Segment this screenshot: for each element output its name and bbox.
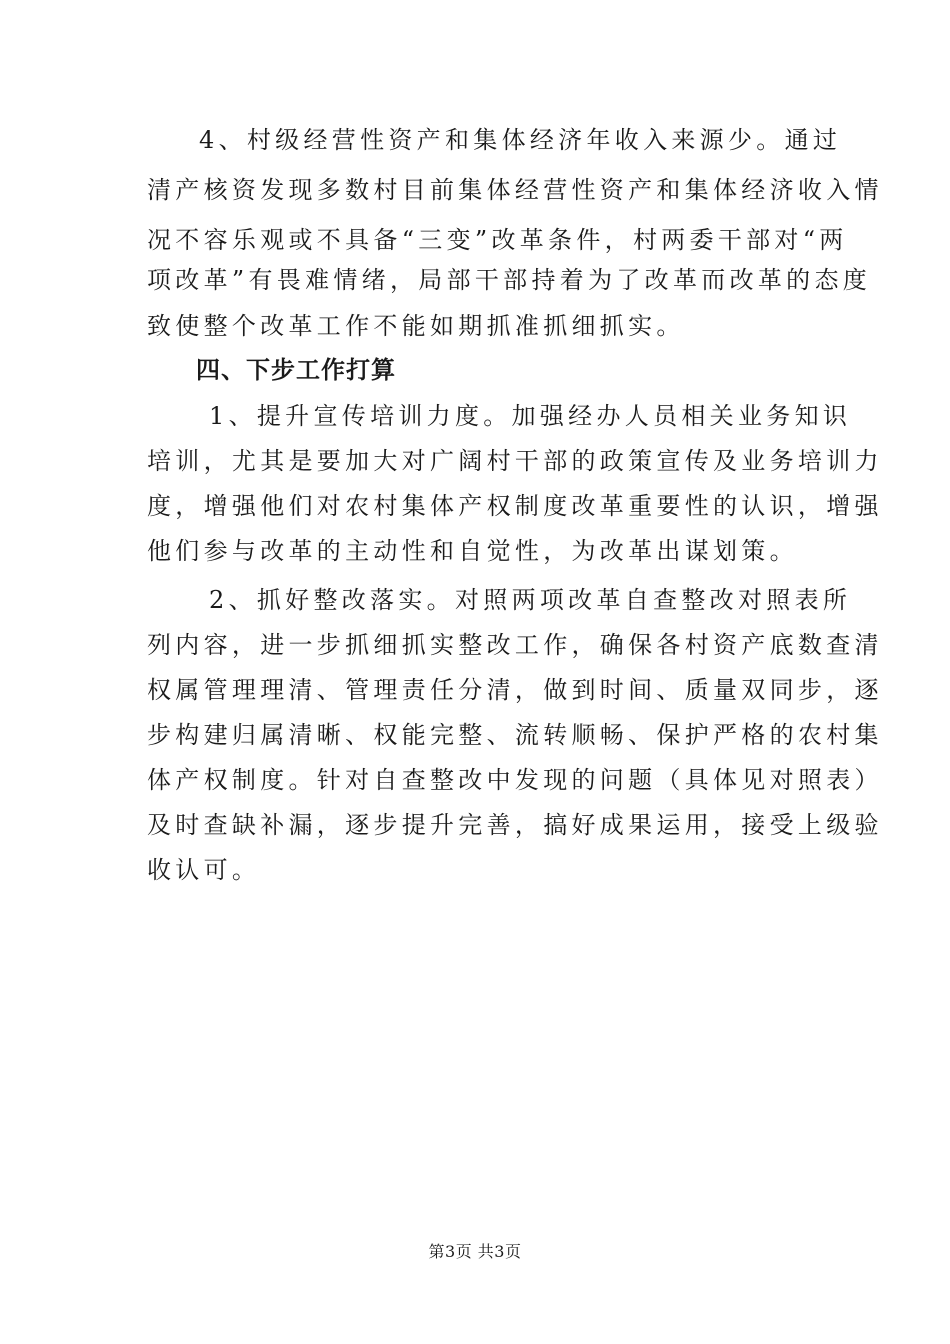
paragraph-line: 列内容，进一步抓细抓实整改工作，确保各村资产底数查清 — [147, 631, 883, 659]
paragraph-line: 1、提升宣传培训力度。加强经办人员相关业务知识 — [209, 402, 852, 430]
paragraph-line: 步构建归属清晰、权能完整、流转顺畅、保护严格的农村集 — [147, 721, 883, 749]
paragraph-line: 项改革”有畏难情绪，局部干部持着为了改革而改革的态度 — [147, 266, 872, 294]
paragraph-line: 及时查缺补漏，逐步提升完善，搞好成果运用，接受上级验 — [147, 811, 883, 839]
paragraph-line: 培训，尤其是要加大对广阔村干部的政策宣传及业务培训力 — [147, 447, 883, 475]
paragraph-line: 况不容乐观或不具备“三变”改革条件，村两委干部对“两 — [147, 226, 848, 254]
paragraph-line: 度，增强他们对农村集体产权制度改革重要性的认识，增强 — [147, 492, 883, 520]
paragraph-line: 致使整个改革工作不能如期抓准抓细抓实。 — [147, 312, 685, 340]
paragraph-line: 体产权制度。针对自查整改中发现的问题（具体见对照表） — [147, 766, 883, 794]
paragraph-line: 收认可。 — [147, 856, 261, 884]
paragraph-line: 清产核资发现多数村目前集体经营性资产和集体经济收入情 — [147, 176, 883, 204]
section-heading: 四、下步工作打算 — [196, 356, 396, 384]
paragraph-line: 4、村级经营性资产和集体经济年收入来源少。通过 — [199, 126, 842, 154]
page-footer: 第3页 共3页 — [428, 1242, 522, 1261]
paragraph-line: 权属管理理清、管理责任分清，做到时间、质量双同步，逐 — [147, 676, 883, 704]
paragraph-line: 2、抓好整改落实。对照两项改革自查整改对照表所 — [209, 586, 852, 614]
paragraph-line: 他们参与改革的主动性和自觉性，为改革出谋划策。 — [147, 537, 798, 565]
